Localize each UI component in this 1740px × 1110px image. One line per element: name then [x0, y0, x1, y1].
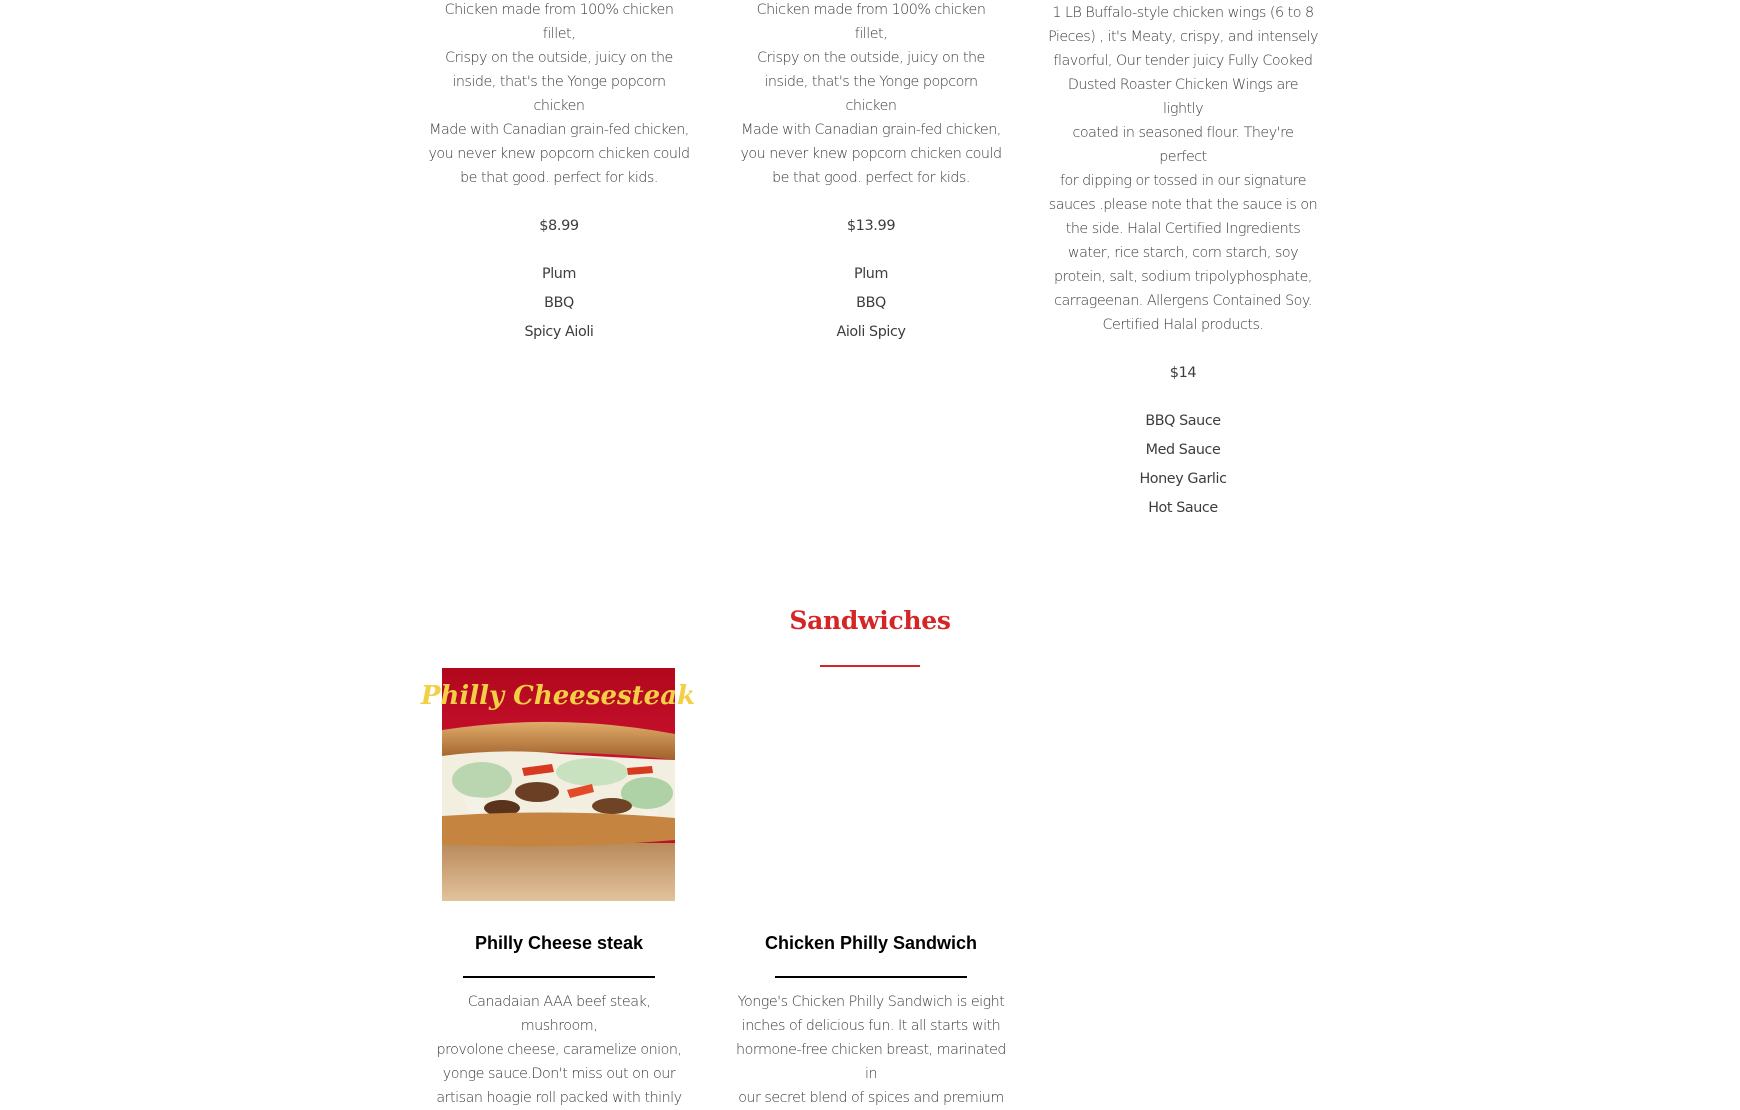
sauce-options — [428, 260, 690, 347]
item-description: Chicken made from 100% chicken fillet, Crispy on the outside, juicy on the inside, that's the Yonge popcorn chicken Made with Canadian grain-fed chicken, you never knew popcorn chicken could be that good. perfect for kids. — [740, 2, 1002, 186]
sauce-option-bbq[interactable]: BBQ — [544, 295, 574, 311]
menu-item-chicken-wings — [1048, 1, 1318, 523]
sauce-option-honey-garlic[interactable]: Honey Garlic — [1139, 471, 1227, 487]
menu-item-popcorn-chicken-large — [740, 0, 1002, 347]
sauce-option-plum[interactable]: Plum — [854, 266, 888, 282]
image-caption-text: Philly Cheesesteak — [420, 681, 696, 711]
item-description: 1 LB Buffalo-style chicken wings (6 to 8 Pieces) , it's Meaty, crispy, and intensely flavorful, Our tender juicy Fully Cooked Dusted Roaster Chicken Wings are lightly coated in seasoned flour. They're perfect for dipping or tossed in our signature sauces .please note that the sauce is on the side. Halal Certified Ingredients water, rice starch, corn starch, soy protein, salt, sodium tripolyphosphate, carrageenan. Allergens Contained Soy. Certified Halal products. — [1048, 5, 1318, 333]
sauce-option-bbq[interactable]: BBQ Sauce — [1145, 413, 1221, 429]
sauce-option-bbq[interactable]: BBQ — [856, 295, 886, 311]
item-description-chicken-philly-sandwich: Yonge's Chicken Philly Sandwich is eight inches of delicious fun. It all starts with hormone-free chicken breast, marinated in our secret blend of spices and premium — [736, 994, 1006, 1106]
item-title-philly-cheese-steak[interactable]: Philly Cheese steak — [474, 933, 644, 953]
item-price: $13.99 — [846, 218, 896, 234]
item-description: Chicken made from 100% chicken fillet, Crispy on the outside, juicy on the inside, that's the Yonge popcorn chicken Made with Canadian grain-fed chicken, you never knew popcorn chicken could be that good. perfect for kids. — [428, 2, 690, 186]
menu-item-popcorn-chicken-small — [428, 0, 690, 347]
sauce-option-hot[interactable]: Hot Sauce — [1148, 500, 1218, 516]
section-title-sandwiches: Sandwiches — [789, 606, 951, 635]
item-title-underline — [775, 976, 967, 978]
sauce-options — [740, 260, 1002, 347]
sauce-option-med[interactable]: Med Sauce — [1145, 442, 1221, 458]
item-price: $8.99 — [539, 218, 579, 234]
sauce-option-spicy-aioli[interactable]: Spicy Aioli — [524, 324, 594, 340]
sauce-option-plum[interactable]: Plum — [542, 266, 576, 282]
item-title-chicken-philly-sandwich[interactable]: Chicken Philly Sandwich — [764, 933, 978, 953]
sauce-option-aioli-spicy[interactable]: Aioli Spicy — [836, 324, 906, 340]
item-description-philly-cheese-steak: Canadaian AAA beef steak, mushroom, provolone cheese, caramelize onion, yonge sauce.Don't miss out on our artisan hoagie roll packed with thinly — [436, 994, 682, 1106]
item-title-underline — [463, 976, 655, 978]
item-price: $14 — [1169, 365, 1197, 381]
section-divider — [820, 665, 920, 667]
sauce-options — [1048, 407, 1318, 523]
philly-cheesesteak-image[interactable] — [420, 668, 696, 901]
